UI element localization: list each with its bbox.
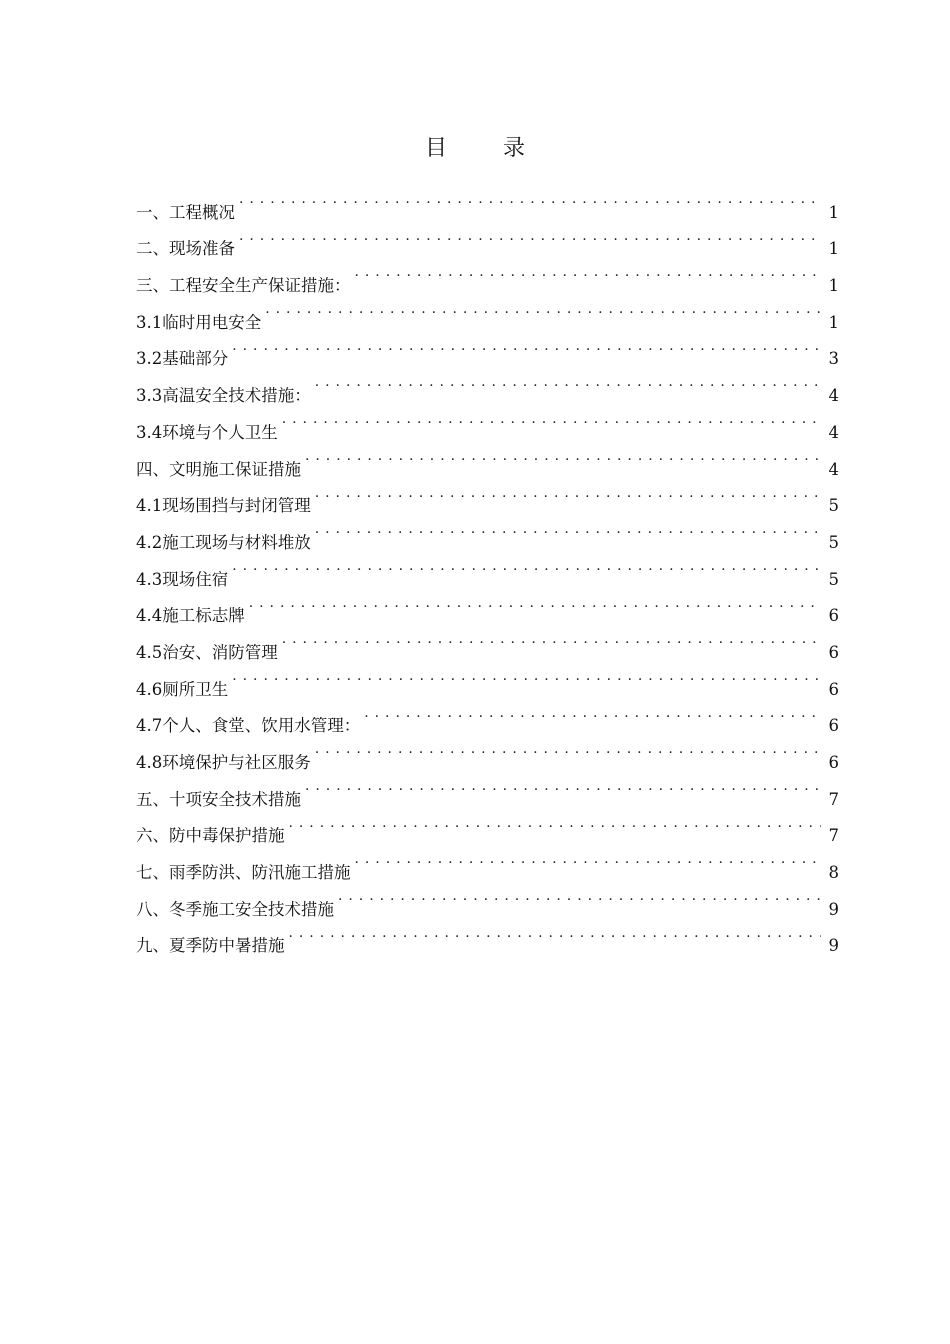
toc-entry-label: 六、防中毒保护措施 — [136, 826, 285, 846]
toc-entry-label: 4.1现场围挡与封闭管理 — [136, 496, 311, 516]
toc-entry[interactable] — [136, 218, 839, 259]
toc-entry-page: 9 — [828, 899, 839, 919]
toc-entry-page: 5 — [828, 532, 839, 552]
toc-entry-label: 八、冬季施工安全技术措施 — [136, 899, 334, 919]
toc-entry-label: 3.3高温安全技术措施： — [136, 386, 311, 406]
toc-entry-page: 5 — [828, 569, 839, 589]
toc-entry-page: 1 — [828, 276, 839, 296]
toc-entry[interactable] — [136, 658, 839, 699]
toc-entry-label: 九、夏季防中暑措施 — [136, 936, 285, 956]
toc-dot-leader — [315, 511, 821, 548]
toc-dot-leader — [355, 254, 821, 291]
toc-dot-leader — [232, 548, 820, 585]
toc-dot-leader — [315, 475, 821, 512]
toc-dot-leader — [232, 658, 820, 695]
toc-entry-label: 3.4环境与个人卫生 — [136, 422, 278, 442]
toc-title-char-1: 目 — [424, 136, 447, 161]
toc-entry-label: 四、文明施工保证措施 — [136, 459, 301, 479]
toc-entry[interactable] — [136, 181, 839, 222]
toc-dot-leader — [364, 695, 820, 732]
toc-dot-leader — [282, 401, 821, 438]
toc-entry-page: 1 — [828, 312, 839, 332]
toc-dot-leader — [355, 841, 821, 878]
toc-entry-page: 4 — [828, 459, 839, 479]
toc-entry-page: 7 — [828, 789, 839, 809]
toc-entry-label: 七、雨季防洪、防汛施工措施 — [136, 863, 351, 883]
toc-dot-leader — [265, 291, 820, 328]
toc-entry-label: 一、工程概况 — [136, 202, 235, 222]
toc-entry-label: 4.4施工标志牌 — [136, 606, 245, 626]
toc-entry-page: 7 — [828, 826, 839, 846]
toc-dot-leader — [289, 915, 821, 952]
toc-dot-leader — [305, 438, 821, 475]
toc-dot-leader — [289, 805, 821, 842]
toc-entry-page: 1 — [828, 239, 839, 259]
toc-dot-leader — [282, 621, 821, 658]
toc-entry-page: 1 — [828, 202, 839, 222]
toc-entry-page: 6 — [828, 606, 839, 626]
toc-entry-label: 五、十项安全技术措施 — [136, 789, 301, 809]
toc-entry[interactable] — [136, 328, 839, 369]
toc-entry-page: 9 — [828, 936, 839, 956]
toc-dot-leader — [249, 585, 821, 622]
toc-dot-leader — [232, 328, 820, 365]
toc-dot-leader — [338, 878, 821, 915]
toc-entry-page: 5 — [828, 496, 839, 516]
toc-entry-label: 3.1临时用电安全 — [136, 312, 262, 332]
toc-title-char-2: 录 — [503, 136, 526, 161]
toc-dot-leader — [305, 768, 821, 805]
toc-entry-label: 三、工程安全生产保证措施： — [136, 276, 351, 296]
toc-entry-label: 3.2基础部分 — [136, 349, 229, 369]
toc-entry-label: 二、现场准备 — [136, 239, 235, 259]
toc-dot-leader — [315, 731, 821, 768]
toc-entry[interactable] — [136, 364, 839, 406]
toc-title — [0, 134, 950, 164]
toc-entry[interactable] — [136, 548, 839, 589]
toc-entry-page: 8 — [828, 863, 839, 883]
toc-entry-label: 4.3现场住宿 — [136, 569, 229, 589]
toc-entry-page: 4 — [828, 386, 839, 406]
toc-entry-label: 4.5治安、消防管理 — [136, 642, 278, 662]
toc-entry[interactable] — [136, 695, 839, 736]
toc-entry-label: 4.8环境保护与社区服务 — [136, 753, 311, 772]
toc-dot-leader — [239, 181, 821, 218]
toc-entry-page: 6 — [828, 679, 839, 699]
toc-entry-page: 6 — [828, 716, 839, 736]
toc-entry-label: 4.7个人、食堂、饮用水管理： — [136, 716, 361, 736]
toc-entry-page: 4 — [828, 422, 839, 442]
toc-dot-leader — [315, 364, 821, 401]
toc-entry[interactable] — [136, 585, 839, 626]
toc-entry-page: 3 — [828, 349, 839, 369]
toc-dot-leader — [239, 218, 821, 255]
toc-entry-page: 6 — [828, 642, 839, 662]
toc-entry-label: 4.2施工现场与材料堆放 — [136, 532, 311, 552]
toc-list — [136, 181, 839, 956]
toc-entry-label: 4.6厕所卫生 — [136, 679, 229, 699]
toc-entry-page: 6 — [828, 753, 839, 772]
toc-entry[interactable] — [136, 254, 839, 296]
